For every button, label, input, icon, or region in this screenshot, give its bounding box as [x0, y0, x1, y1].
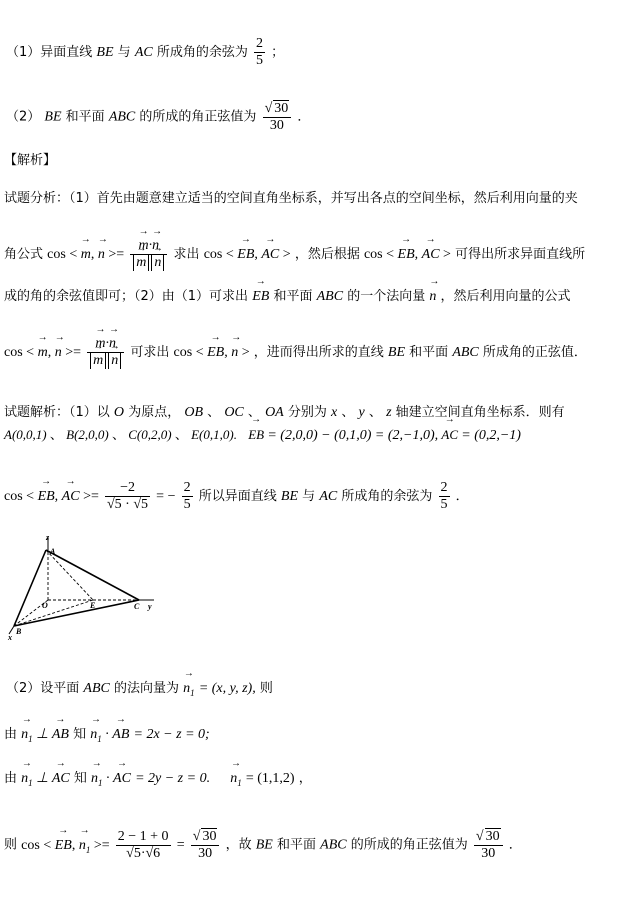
- part2-text: 由: [4, 727, 18, 742]
- axis-z-label: z: [386, 405, 392, 420]
- part2-line-2: [4, 726, 210, 748]
- fraction-two-fifths: $\frac{2}{5}$: [183, 480, 191, 512]
- segment-ob: OB: [184, 405, 204, 420]
- vector-eb-value: = (2,0,0) − (0,1,0) = (2,−1,0),: [267, 428, 439, 443]
- figure-label-c: C: [134, 602, 140, 611]
- connector-text: 与: [117, 45, 131, 60]
- dot-product: → $n_1$ · → AC: [91, 771, 131, 786]
- part2-text: ，故: [225, 837, 252, 853]
- analysis-text: ，然后利用向量的公式: [440, 289, 571, 304]
- punctuation: ．: [297, 109, 311, 125]
- normal-vector-n1: → $n_1$: [230, 770, 242, 792]
- cos-eb-n: cos < → EB, → n >: [174, 345, 250, 360]
- solution-text: 为原点，: [128, 405, 181, 420]
- point-c-coords: C(0,2,0): [128, 427, 172, 442]
- connector-text: 与: [302, 489, 316, 504]
- analysis-line-1: 试题分析：（1）首先由题意建立适当的空间直角坐标系，并写出各点的空间坐标，然后利用向量的夹: [4, 191, 578, 206]
- plane-abc: ABC: [316, 289, 344, 304]
- cos-eb-ac: cos < → EB, → AC >=: [4, 489, 99, 504]
- solution-text: 所成角的余弦为: [341, 489, 433, 504]
- segment-oa: OA: [265, 405, 284, 420]
- analysis-line-2: [4, 238, 585, 271]
- equation: = 2x − z = 0;: [133, 727, 210, 742]
- cos-formula: cos < → m, → n >=: [4, 345, 81, 360]
- fraction-two-fifths: $\frac{2}{5}$: [440, 480, 448, 512]
- figure-label-o: O: [42, 601, 48, 610]
- separator: 、: [207, 405, 221, 420]
- cos-fraction: $\frac{2 - 1 + 0}{√5\cdot√6}$: [117, 828, 169, 861]
- perpendicular-condition: → $n_1$ ⊥ → AC: [21, 771, 70, 786]
- answer-part2-text: 和平面: [65, 109, 105, 125]
- plane-abc: ABC: [83, 681, 110, 696]
- plane-abc: ABC: [320, 837, 347, 853]
- analysis-header: 【解析】: [4, 153, 57, 168]
- solution-line-1: [4, 404, 565, 422]
- analysis-text: 的一个法向量: [347, 289, 426, 304]
- answer-part2-text: 的所成的角正弦值为: [139, 109, 257, 125]
- figure-label-z: z: [46, 533, 50, 542]
- segment-be: BE: [387, 345, 406, 360]
- figure-label-b: B: [16, 627, 22, 636]
- edge-ac: [46, 550, 139, 600]
- solution-line-3: [4, 480, 469, 513]
- edge-eb: [14, 600, 96, 626]
- part2-text: 的法向量为: [114, 681, 180, 696]
- axis-y-label: y: [358, 405, 365, 420]
- solution-text: 试题解析：（1）以: [4, 405, 110, 420]
- normal-vector-value: = (x, y, z),: [198, 681, 256, 696]
- separator: 、: [247, 405, 261, 420]
- normal-vector-value: = (1,1,2): [245, 771, 295, 786]
- analysis-text: 可得出所求异面直线所: [455, 247, 586, 262]
- part2-text: 的所成的角正弦值为: [350, 837, 468, 853]
- figure-label-x: x: [8, 633, 12, 640]
- fraction-two-fifths: $\frac{2}{5}$: [256, 36, 264, 68]
- solution-text: 轴建立空间直角坐标系．则有: [395, 405, 565, 420]
- part2-text: 则: [4, 837, 18, 853]
- analysis-text: 和平面: [409, 345, 449, 360]
- vector-n: → n: [429, 288, 436, 306]
- edge-ab: [14, 550, 46, 626]
- vector-eb: → EB: [248, 426, 264, 444]
- analysis-text: 所成角的正弦值．: [482, 345, 587, 360]
- segment-be: BE: [96, 45, 114, 60]
- vector-ac-value: = (0,2,−1): [461, 428, 521, 443]
- perpendicular-condition: → $n_1$ ⊥ → AB: [21, 727, 69, 742]
- normal-vector-n1: → $n_1$: [183, 680, 195, 702]
- figure-label-a: A: [50, 547, 56, 556]
- dot-product: → $n_1$ · → AB: [90, 727, 129, 742]
- answer-part1-prefix: （1）异面直线: [6, 45, 93, 60]
- cos-formula: cos < → m, → n >=: [47, 247, 124, 262]
- part2-line-1: [6, 680, 273, 702]
- cos-formula-fraction: → m·→ n → m→ n: [87, 336, 124, 369]
- fraction-sqrt30-over-30: $\frac{√ 30}{30}$: [191, 828, 220, 862]
- analysis-text: ，进而得出所求的直线: [253, 345, 384, 360]
- cos-eb-n1: cos < → EB, → $n_1$ >=: [21, 838, 109, 853]
- analysis-text: 角公式: [4, 247, 44, 262]
- part2-text: 和平面: [276, 837, 316, 853]
- equals-sign: = −: [156, 489, 176, 504]
- part2-text: 知: [73, 727, 87, 742]
- point-e-coords: E(0,1,0).: [191, 427, 237, 442]
- segment-ac: AC: [134, 45, 153, 60]
- analysis-text: 成的角的余弦值即可；（2）由（1）可求出: [4, 289, 249, 304]
- edge-ae: [46, 550, 93, 600]
- segment-ac: AC: [319, 489, 338, 504]
- solution-text: 分别为: [287, 405, 327, 420]
- punctuation: ．: [455, 489, 469, 504]
- plane-abc: ABC: [452, 345, 479, 360]
- cos-fraction: $\frac{-2}{√5 \cdot √5}$: [107, 480, 149, 512]
- analysis-text: 求出: [173, 247, 200, 262]
- axis-x-label: x: [331, 405, 338, 420]
- figure-label-e: E: [90, 601, 96, 610]
- punctuation: ；: [271, 45, 285, 60]
- punctuation: ，: [298, 771, 312, 786]
- cos-eb-ac: cos < → EB, → AC >: [204, 247, 291, 262]
- analysis-text: 和平面: [273, 289, 313, 304]
- part2-text: 知: [73, 771, 87, 786]
- cos-formula-fraction: → m·→ n → m→ n: [130, 238, 167, 271]
- analysis-text: ，然后根据: [294, 247, 360, 262]
- point-o: O: [113, 405, 125, 420]
- answer-part2-prefix: （2）: [6, 109, 41, 125]
- fraction-sqrt30-over-30: $\frac{√ 30}{30}$: [263, 100, 292, 134]
- answer-part2: [6, 100, 310, 134]
- analysis-line-4: [4, 336, 587, 369]
- part2-line-4: 则 cos < → EB, → $n_1$ >= $\frac{2 - 1 + 0}{√5\cdot√6}$ = $\frac{√ 30}{30}$ ，故 BE 和平面 ABC 的所成的角正弦值为 $\frac{√ 30}{30}$ ．: [4, 828, 522, 862]
- part2-text: （2）设平面: [6, 681, 80, 696]
- plane-abc: ABC: [108, 109, 136, 125]
- separator: 、: [368, 405, 382, 420]
- analysis-text: 可求出: [130, 345, 170, 360]
- vector-eb: → EB: [252, 288, 269, 306]
- part2-line-3: [4, 770, 312, 792]
- vector-ac: → AC: [441, 426, 458, 444]
- segment-oc: OC: [224, 405, 244, 420]
- figure-label-y: y: [148, 602, 152, 611]
- analysis-line-3: [4, 288, 571, 306]
- edge-bc: [14, 600, 139, 626]
- segment-be: BE: [255, 837, 273, 853]
- part2-text: 由: [4, 771, 18, 786]
- fraction-sqrt30-over-30: $\frac{√ 30}{30}$: [474, 828, 503, 862]
- equation: = 2y − z = 0.: [135, 771, 211, 786]
- punctuation: ．: [508, 837, 522, 853]
- segment-be: BE: [44, 109, 62, 125]
- cos-eb-ac: cos < → EB, → AC >: [364, 247, 451, 262]
- segment-be: BE: [280, 489, 299, 504]
- answer-part1: [6, 36, 284, 69]
- point-a-coords: A(0,0,1): [4, 427, 47, 442]
- answer-part1-text: 所成角的余弦为: [156, 45, 248, 60]
- separator: 、: [341, 405, 355, 420]
- solution-text: 所以异面直线: [198, 489, 277, 504]
- part2-text: 则: [259, 681, 273, 696]
- solution-line-2: A(0,0,1) 、 B(2,0,0) 、 C(0,2,0) 、 E(0,1,0). → EB = (2,0,0) − (0,1,0) = (2,−1,0), → AC = (0,2,−1): [4, 426, 521, 445]
- tetrahedron-figure: [6, 530, 166, 640]
- point-b-coords: B(2,0,0): [66, 427, 109, 442]
